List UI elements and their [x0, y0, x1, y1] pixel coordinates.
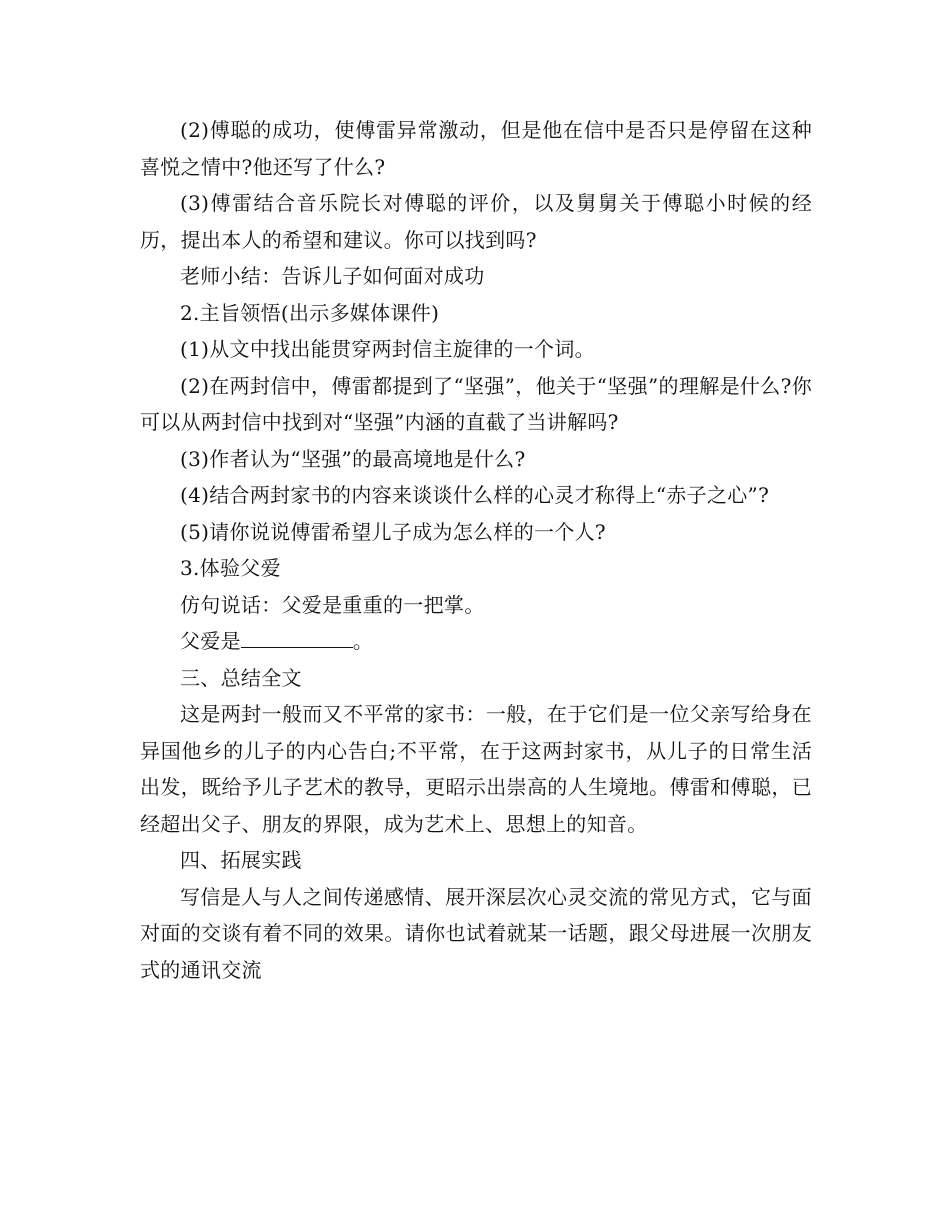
- paragraph-question-2: (2)傅聪的成功，使傅雷异常激动，但是他在信中是否只是停留在这种喜悦之情中?他还写了什么?: [140, 118, 812, 179]
- paragraph-teacher-summary: 老师小结：告诉儿子如何面对成功: [180, 264, 485, 288]
- paragraph-question-3: (3)傅雷结合音乐院长对傅聪的评价，以及舅舅关于傅聪小时候的经历，提出本人的希望和建议。你可以找到吗?: [140, 191, 812, 252]
- paragraph-theme-q5: (5)请你说说傅雷希望儿子成为怎么样的一个人?: [180, 519, 606, 544]
- section-heading-fatherly-love: 3.体验父爱: [180, 556, 281, 580]
- paragraph-theme-q2: (2)在两封信中，傅雷都提到了“坚强”，他关于“坚强”的理解是什么?你可以从两封信中找到对“坚强”内涵的直截了当讲解吗?: [140, 373, 812, 434]
- paragraph-theme-q4: (4)结合两封家书的内容来谈谈什么样的心灵才称得上“赤子之心”?: [180, 483, 770, 507]
- fill-prefix: 父爱是: [180, 629, 241, 653]
- paragraph-theme-q3: (3)作者认为“坚强”的最高境地是什么?: [180, 446, 526, 471]
- blank-line: [241, 629, 353, 648]
- paragraph-practice: 写信是人与人之间传递感情、展开深层次心灵交流的常见方式，它与面对面的交谈有着不同的效果。请你也试着就某一话题，跟父母进展一次朋友式的通讯交流: [140, 884, 812, 982]
- paragraph-imitation-sentence: 仿句说话：父爱是重重的一把掌。: [180, 592, 485, 617]
- paragraph-fill-in-blank: [140, 623, 812, 660]
- fill-suffix: 。: [352, 629, 374, 653]
- section-heading-theme: 2.主旨领悟(出示多媒体课件): [180, 300, 440, 325]
- section-heading-summary: 三、总结全文: [180, 665, 302, 690]
- paragraph-summary: 这是两封一般而又不平常的家书：一般，在于它们是一位父亲写给身在异国他乡的儿子的内心告白;不平常，在于这两封家书，从儿子的日常生活出发，既给予儿子艺术的教导，更昭示出崇高的人生境地。傅雷和傅聪，已经超出父子、朋友的界限，成为艺术上、思想上的知音。: [140, 702, 812, 836]
- document-body: [140, 112, 812, 988]
- section-heading-practice: 四、拓展实践: [180, 848, 302, 872]
- paragraph-theme-q1: (1)从文中找出能贯穿两封信主旋律的一个词。: [180, 337, 595, 361]
